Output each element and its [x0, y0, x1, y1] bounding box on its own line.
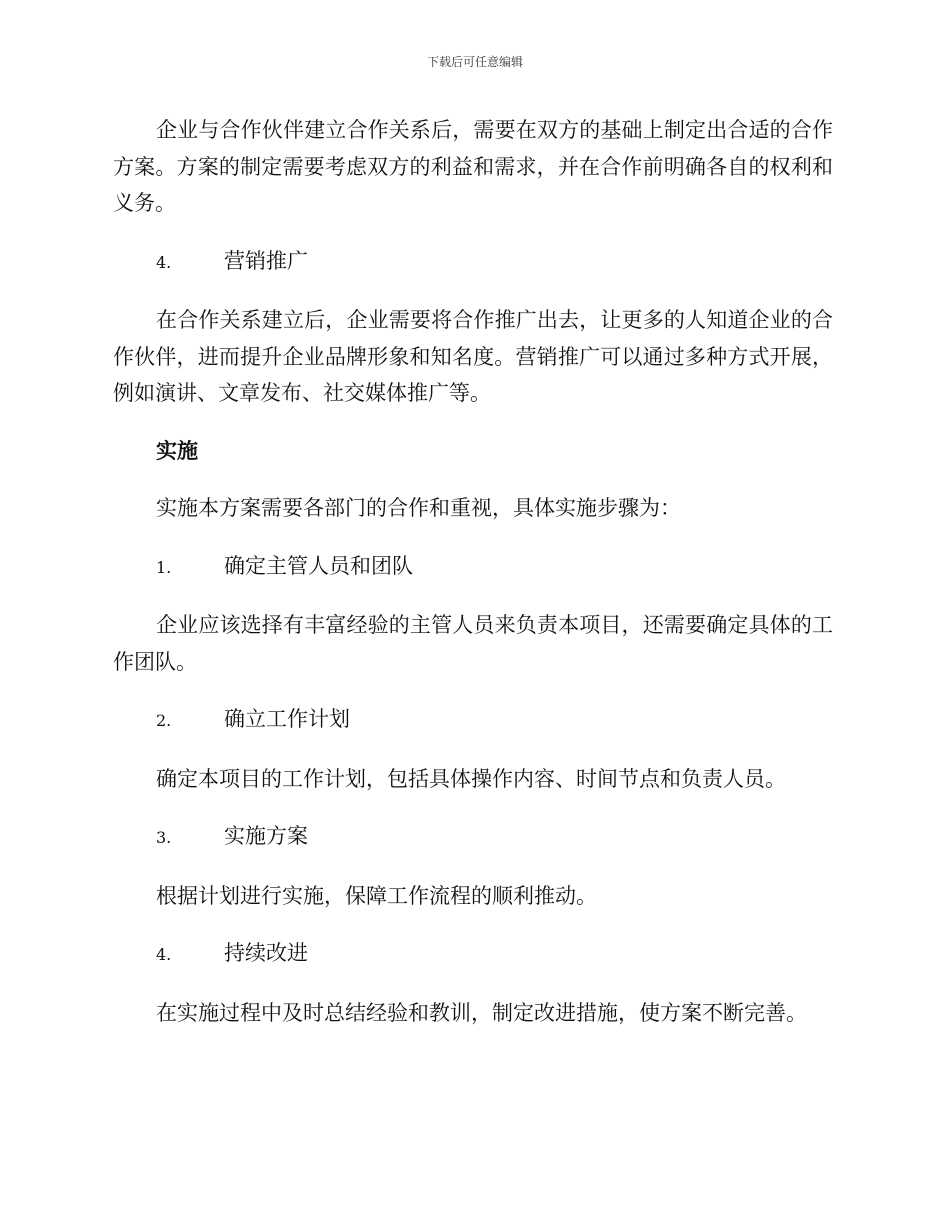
- list-item-number: 4.: [156, 945, 172, 964]
- list-item-number: 2.: [156, 711, 172, 730]
- paragraph-work-plan: 确定本项目的工作计划，包括具体操作内容、时间节点和负责人员。: [156, 766, 786, 791]
- list-item-number: 4.: [156, 252, 172, 272]
- paragraph-execute: 根据计划进行实施，保障工作流程的顺利推动。: [156, 883, 597, 908]
- list-item-number: 3.: [156, 828, 172, 847]
- paragraph-marketing: 在合作关系建立后，企业需要将合作推广出去，让更多的人知道企业的合作伙伴，进而提升企业品牌形象和知名度。营销推广可以通过多种方式开展，例如演讲、文章发布、社交媒体推广等。: [113, 308, 833, 405]
- list-item-number: 1.: [156, 557, 172, 577]
- list-item-title: 持续改进: [224, 941, 308, 965]
- list-item-title: 营销推广: [224, 248, 308, 273]
- list-item-team: [113, 548, 833, 587]
- document-body: [113, 112, 833, 1052]
- paragraph-implementation-intro: 实施本方案需要各部门的合作和重视，具体实施步骤为：: [156, 496, 681, 520]
- list-item-execute: [113, 818, 833, 857]
- list-item-work-plan: [113, 701, 833, 740]
- section-heading-implementation: 实施: [156, 438, 198, 463]
- list-item-title: 实施方案: [224, 824, 308, 848]
- list-item-improve: [113, 935, 833, 974]
- list-item-title: 确立工作计划: [224, 707, 350, 731]
- list-item-title: 确定主管人员和团队: [224, 553, 413, 578]
- page-header: 下载后可任意编辑: [426, 55, 523, 69]
- paragraph-improve: 在实施过程中及时总结经验和教训，制定改进措施，使方案不断完善。: [156, 1000, 807, 1025]
- paragraph-team: 企业应该选择有丰富经验的主管人员来负责本项目，还需要确定具体的工作团队。: [113, 613, 833, 674]
- list-item-marketing: [113, 243, 833, 282]
- paragraph-cooperation-plan: 企业与合作伙伴建立合作关系后，需要在双方的基础上制定出合适的合作方案。方案的制定需要考虑双方的利益和需求，并在合作前明确各自的权利和义务。: [113, 118, 833, 215]
